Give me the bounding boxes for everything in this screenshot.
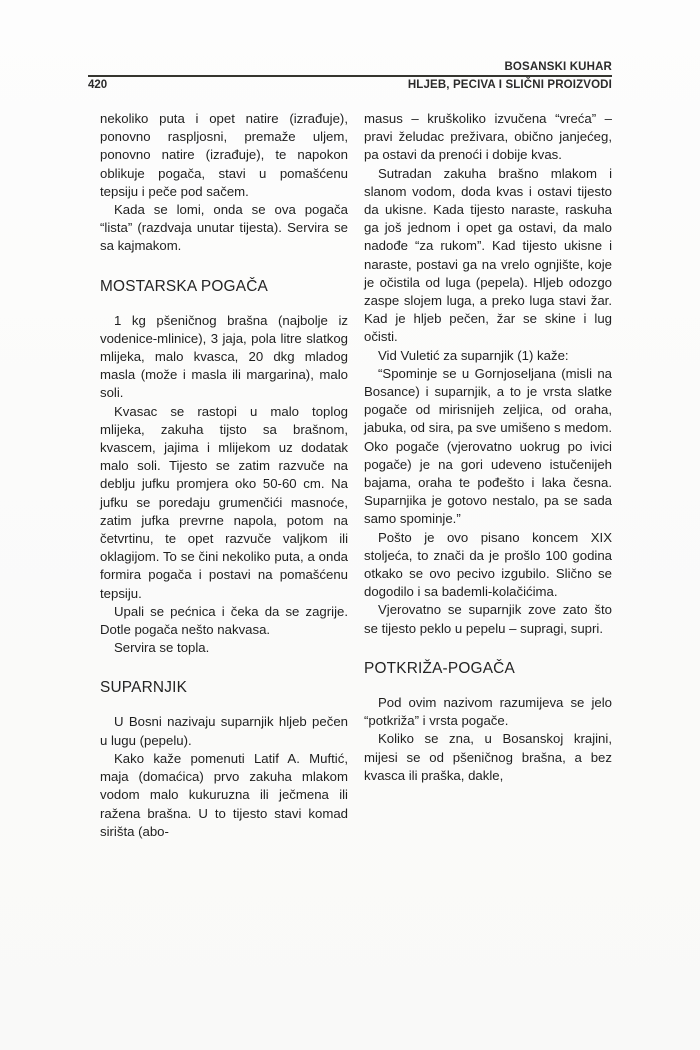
paragraph: Pod ovim nazivom razumijeva se jelo “potkriža” i vrsta pogače.	[364, 694, 612, 729]
paragraph: Kako kaže pomenuti Latif A. Muftić, maja (domaćica) prvo zakuha mlakom vodom malo kukuruzna ili ječmena ili ražena brašna. U to tijesto stavi komad sirišta (abo-	[100, 750, 348, 839]
paragraph: “Spominje se u Gornjoseljana (misli na Bosance) i suparnjik, a to je vrsta slatke pogače od mirisnijeh zeljica, od oraha, jabuka, od sira, pa sve umišeno s medom. Oko pogače (vjerovatno uokrug po ivici pogače) je na gori udeveno istučenijeh bajama, oraha te pođešto i laka česna. Suparnjika je gotovo nestalo, pa se sada samo spominje.”	[364, 365, 612, 527]
left-column	[100, 110, 348, 841]
page-number: 420	[88, 78, 108, 91]
running-header	[88, 60, 612, 92]
paragraph: Koliko se zna, u Bosanskoj krajini, mijesi se od pšeničnog brašna, a bez kvasca ili praška, dakle,	[364, 731, 612, 783]
body-columns	[100, 110, 612, 841]
paragraph: Servira se topla.	[114, 640, 210, 656]
paragraph: U Bosni nazivaju suparnjik hljeb pečen u lugu (pepelu).	[100, 714, 348, 748]
paragraph: Vid Vuletić za suparnjik (1) kaže:	[378, 347, 569, 363]
paragraph: Pošto je ovo pisano koncem XIX stoljeća, to znači da je prošlo 100 godina otkako se ovo pecivo izgubilo. Slično se dogodilo i sa bademli-kolačićima.	[364, 529, 612, 600]
section-heading-potkriza-pogaca: POTKRIŽA-POGAČA	[364, 659, 515, 677]
paragraph: Kada se lomi, onda se ova pogača “lista” (razdvaja unutar tijesta). Servira se sa kajmakom.	[100, 202, 348, 254]
spacer	[100, 256, 348, 277]
book-title: BOSANSKI KUHAR	[504, 61, 612, 73]
paragraph: Kvasac se rastopi u malo toplog mlijeka, zakuha tijsto sa brašnom, kvascem, jajima i mlijekom uz dodatak malo soli. Tijesto se zatim razvuče na deblju jufku promjera oko 50-60 cm. Na jufku se poredaju grumenčići masnoće, zatim jufka prevrne napola, potom na četvrtinu, te opet razvuče valjkom ili oklagijom. To se čini nekoliko puta, a onda formira pogača i postavi na pomašćenu tepsiju.	[100, 403, 348, 601]
paragraph: 1 kg pšeničnog brašna (najbolje iz vodenice-mlinice), 3 jaja, pola litre slatkog mlijeka, malo kvasca, 20 dkg mladog masla (može i masla ili margarina), malo soli.	[100, 312, 348, 401]
section-heading-suparnjik: SUPARNJIK	[100, 679, 188, 697]
paragraph: nekoliko puta i opet natire (izrađuje), ponovno raspljosni, premaže uljem, ponovno natire (izrađuje), te napokon oblikuje pogača, stavi u pomašćenu tepsiju i peče pod sačem.	[100, 111, 348, 199]
paragraph: Sutradan zakuha brašno mlakom i slanom vodom, doda kvas i ostavi tijesto da ukisne. Kada tijesto naraste, raskuha ga još jednom i opet ga ostavi, da malo nadođe “za rukom”. Kad tijesto ukisne i naraste, postavi ga na vrelo ognjište, koje je očistila od luga (pepela). Hljeb odozgo zaspe slojem luga, a preko luga stavi žar. Kad je hljeb pečen, žar se skine i lug očisti.	[364, 165, 612, 345]
paragraph: masus – kruškoliko izvučena “vreća” – pravi želudac preživara, obično janjećeg, pa ostavi da prenoći i dobije kvas.	[364, 111, 612, 163]
section-title: HLJEB, PECIVA I SLIČNI PROIZVODI	[407, 78, 612, 91]
spacer	[100, 698, 348, 713]
spacer	[100, 657, 348, 678]
spacer	[364, 679, 612, 694]
spacer	[100, 297, 348, 312]
right-column	[364, 110, 612, 841]
header-lower-row	[88, 77, 612, 92]
section-heading-mostarska-pogaca: MOSTARSKA POGAČA	[100, 277, 268, 295]
spacer	[364, 638, 612, 659]
paragraph: Vjerovatno se suparnjik zove zato što se tijesto peklo u pepelu – supragi, supri.	[364, 602, 612, 636]
paragraph: Upali se pećnica i čeka da se zagrije. Dotle pogača nešto nakvasa.	[100, 603, 348, 638]
